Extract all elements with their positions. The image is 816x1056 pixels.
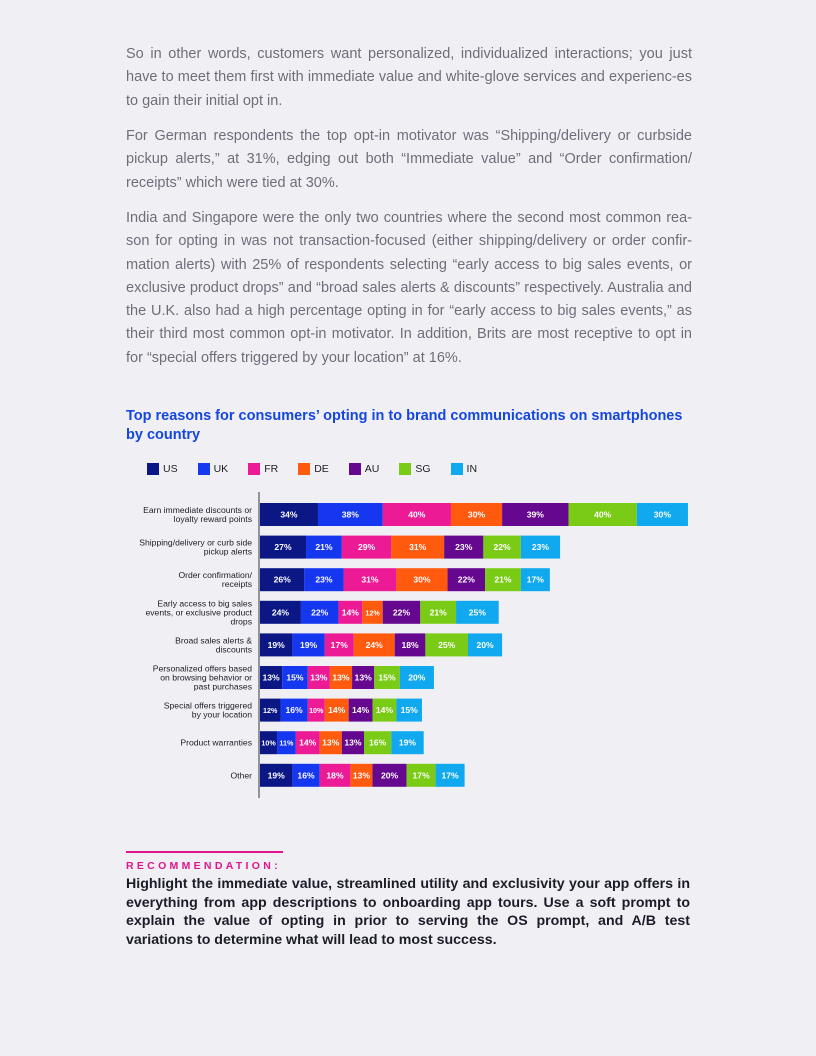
category-label: Personalized offers based on browsing behavior or past purchases	[152, 663, 252, 692]
data-label: 39%	[526, 509, 544, 520]
paragraph-intro: So in other words, customers want personalized, individualized interactions; you just have to meet them first with immediate value and white-glove services and experienc-es to gain their initial opt in.	[126, 46, 692, 109]
data-label: 16%	[369, 737, 387, 748]
category-label: Early access to big sales events, or exclusive product drops	[145, 598, 252, 627]
data-label: 19%	[398, 737, 417, 748]
legend-item-uk	[198, 463, 229, 475]
legend-swatch	[248, 463, 260, 475]
legend-item-in	[451, 463, 478, 475]
data-label: 20%	[476, 639, 494, 650]
recommendation-text: Highlight the immediate value, streamlined utility and exclusivity your app offers in everything from app descriptions to onboarding app tours. Use a soft prompt to explain the value of opting in prior to serving the OS prompt, and A/B test variations to determine what will lead to most success.	[126, 876, 690, 948]
data-label: 30%	[653, 509, 671, 520]
data-label: 22%	[392, 607, 411, 618]
category-label: Broad sales alerts & discounts	[175, 635, 252, 655]
stacked-bar-chart	[0, 488, 816, 808]
data-label: 17%	[330, 639, 348, 650]
data-label: 23%	[315, 574, 333, 585]
data-label: 17%	[441, 770, 459, 781]
chart-title: Top reasons for consumers’ opting in to brand communications on smartphones by country	[126, 408, 683, 443]
data-label: 19%	[299, 639, 318, 650]
legend-label: AU	[364, 463, 380, 475]
data-label: 21%	[429, 607, 447, 618]
data-label: 21%	[494, 574, 512, 585]
data-label: 14%	[351, 705, 370, 716]
legend-label: UK	[213, 463, 229, 475]
data-label: 15%	[400, 705, 418, 716]
category-label: Product warranties	[180, 737, 252, 748]
paragraph-india-singapore: India and Singapore were the only two countries where the second most common rea-son for opting in was not transaction-focused (either shipping/delivery or order confir-mation alerts) with 25% of respondents selecting “early access to big sales events, or exclusive product drops” and “broad sales alerts & discounts” respectively. Australia and the U.K. also had a high percentage opting in for “early access to big sales events,” as their third most common opt-in motivator. In addition, Brits are most receptive to opt in for “special offers triggered by your location” at 16%.	[126, 210, 692, 366]
recommendation-label: RECOMMENDATION:	[126, 860, 281, 872]
data-label: 14%	[375, 705, 394, 716]
data-label: 13%	[332, 672, 350, 683]
legend-swatch	[399, 463, 411, 475]
data-label: 27%	[274, 542, 292, 553]
legend-swatch	[198, 463, 210, 475]
data-label: 13%	[322, 737, 340, 748]
data-label: 14%	[341, 607, 359, 618]
data-label: 31%	[361, 574, 379, 585]
legend-label: SG	[415, 463, 431, 475]
data-label: 40%	[408, 509, 426, 520]
data-label: 12%	[365, 608, 380, 618]
category-label: Other	[230, 770, 252, 781]
data-label: 23%	[531, 542, 550, 553]
data-label: 23%	[455, 542, 473, 553]
data-label: 21%	[315, 542, 333, 553]
legend-swatch	[147, 463, 159, 475]
category-label: Shipping/delivery or curb side pickup alerts	[139, 537, 252, 557]
legend-item-us	[147, 463, 178, 475]
data-label: 18%	[326, 770, 344, 781]
data-label: 17%	[526, 574, 544, 585]
data-label: 38%	[341, 509, 359, 520]
category-label: Earn immediate discounts or loyalty reward points	[143, 505, 252, 524]
chart-legend	[147, 461, 497, 477]
data-label: 22%	[493, 542, 511, 553]
data-label: 30%	[413, 574, 431, 585]
category-label: Special offers triggered by your location	[163, 700, 252, 720]
data-label: 40%	[594, 509, 612, 520]
legend-label: IN	[466, 463, 478, 475]
data-label: 16%	[297, 770, 315, 781]
data-label: 31%	[409, 542, 427, 553]
data-label: 14%	[299, 737, 317, 748]
legend-swatch	[451, 463, 463, 475]
legend-label: US	[163, 463, 178, 475]
data-label: 16%	[285, 705, 303, 716]
data-label: 19%	[267, 770, 285, 781]
recommendation-divider	[126, 851, 283, 853]
data-label: 24%	[271, 607, 290, 618]
data-label: 15%	[286, 672, 304, 683]
legend-item-de	[298, 463, 329, 475]
legend-label: DE	[314, 463, 329, 475]
legend-swatch	[298, 463, 310, 475]
data-label: 20%	[380, 770, 399, 781]
data-label: 26%	[273, 574, 291, 585]
data-label: 17%	[412, 770, 430, 781]
paragraph-germany: For German respondents the top opt-in motivator was “Shipping/delivery or curbside pickup alerts,” at 31%, edging out both “Immediate value” and “Order confirmation/ receipts” which were tied at 30%.	[126, 128, 692, 191]
data-label: 12%	[263, 706, 278, 716]
data-label: 10%	[261, 738, 276, 748]
data-label: 15%	[378, 672, 396, 683]
data-label: 22%	[457, 574, 475, 585]
data-label: 29%	[357, 542, 376, 553]
data-label: 30%	[467, 509, 486, 520]
data-label: 24%	[365, 639, 383, 650]
category-label: Order confirmation/ receipts	[178, 570, 252, 590]
legend-item-au	[349, 463, 380, 475]
data-label: 10%	[309, 706, 324, 716]
data-label: 25%	[468, 607, 486, 618]
data-label: 34%	[280, 509, 298, 520]
data-label: 19%	[267, 639, 285, 650]
legend-label: FR	[264, 463, 279, 475]
data-label: 13%	[344, 737, 362, 748]
data-label: 14%	[328, 705, 346, 716]
data-label: 20%	[408, 672, 426, 683]
data-label: 11%	[279, 738, 294, 748]
data-label: 25%	[438, 639, 456, 650]
data-label: 13%	[354, 672, 372, 683]
data-label: 22%	[311, 607, 329, 618]
data-label: 18%	[401, 639, 419, 650]
data-label: 13%	[310, 672, 328, 683]
legend-item-sg	[399, 463, 430, 475]
legend-item-fr	[248, 463, 278, 475]
data-label: 13%	[262, 672, 280, 683]
legend-swatch	[349, 463, 361, 475]
data-label: 13%	[352, 770, 371, 781]
